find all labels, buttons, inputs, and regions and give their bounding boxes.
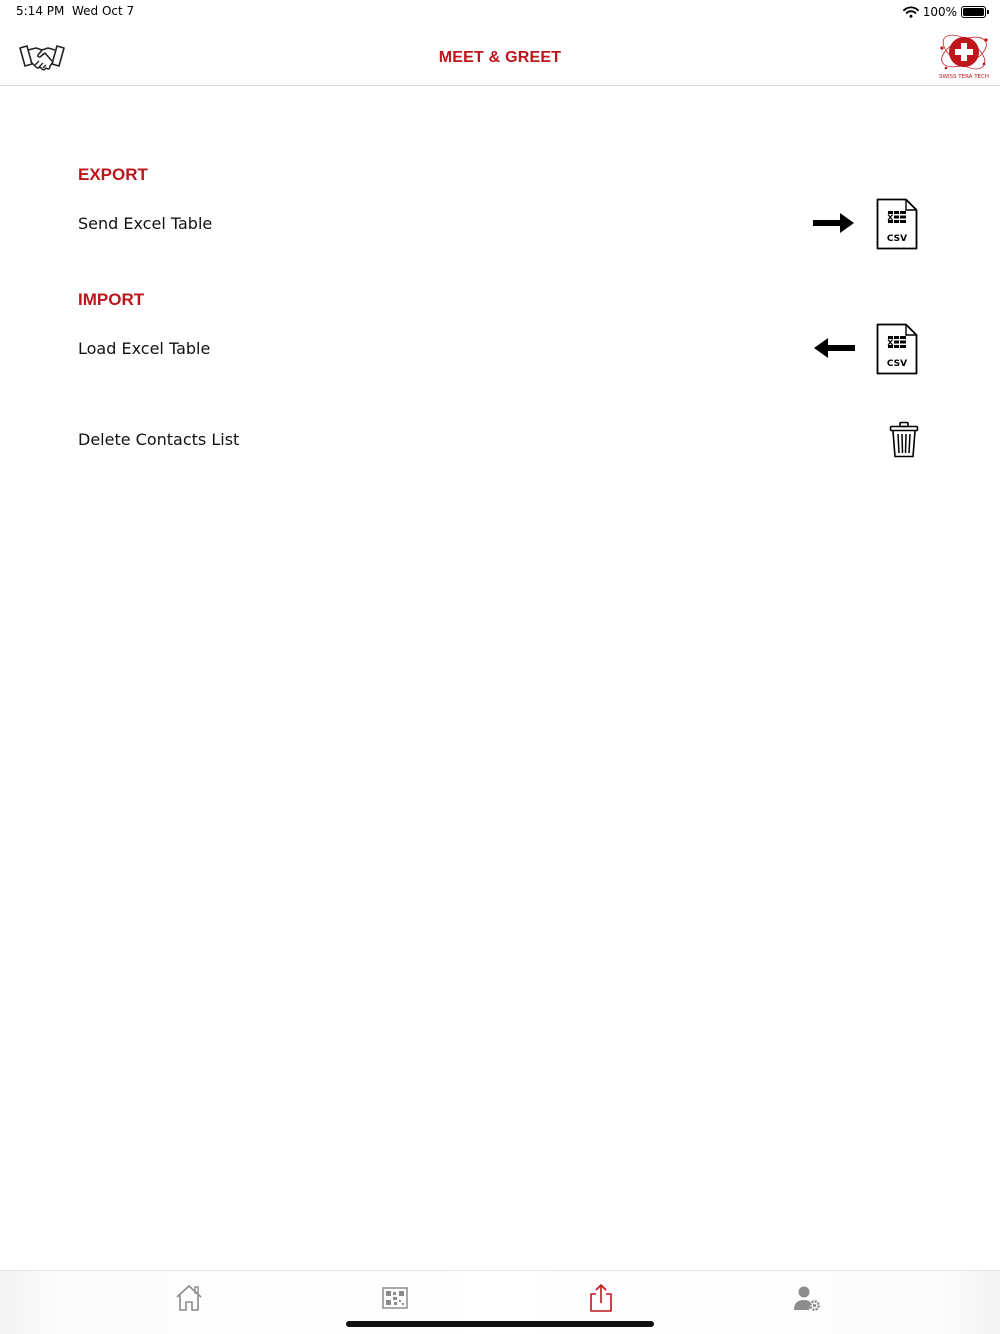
trash-icon[interactable] bbox=[889, 421, 919, 459]
status-bar bbox=[0, 0, 1000, 24]
battery-icon bbox=[961, 6, 986, 18]
arrow-right-icon[interactable] bbox=[813, 212, 855, 234]
page-title: MEET & GREET bbox=[438, 49, 562, 66]
battery-percent: 100% bbox=[922, 5, 957, 19]
csv-badge: CSV bbox=[886, 234, 908, 244]
load-excel-table-label[interactable]: Load Excel Table bbox=[78, 339, 211, 358]
logo-caption: SWISS TERA TECH bbox=[938, 74, 990, 80]
status-indicators bbox=[903, 3, 986, 21]
csv-badge: CSV bbox=[886, 359, 908, 369]
user-settings-icon[interactable] bbox=[792, 1283, 822, 1313]
wifi-icon bbox=[903, 6, 919, 18]
status-date: Wed Oct 7 bbox=[72, 4, 135, 18]
swiss-tera-tech-logo bbox=[936, 30, 992, 82]
status-time: 5:14 PM bbox=[16, 4, 65, 18]
arrow-left-icon[interactable] bbox=[813, 337, 855, 359]
home-indicator bbox=[346, 1321, 654, 1327]
qr-code-icon[interactable] bbox=[380, 1283, 410, 1313]
navigation-bar bbox=[0, 24, 1000, 86]
csv-file-import-icon[interactable] bbox=[876, 323, 918, 375]
csv-file-export-icon[interactable] bbox=[876, 198, 918, 250]
import-section-title: IMPORT bbox=[78, 290, 145, 309]
send-excel-table-label[interactable]: Send Excel Table bbox=[78, 214, 213, 233]
share-icon[interactable] bbox=[586, 1283, 616, 1313]
home-icon[interactable] bbox=[174, 1283, 204, 1313]
swiss-cross-logo-icon bbox=[936, 30, 992, 76]
delete-contacts-list-label[interactable]: Delete Contacts List bbox=[78, 430, 240, 449]
export-section-title: EXPORT bbox=[78, 165, 148, 184]
